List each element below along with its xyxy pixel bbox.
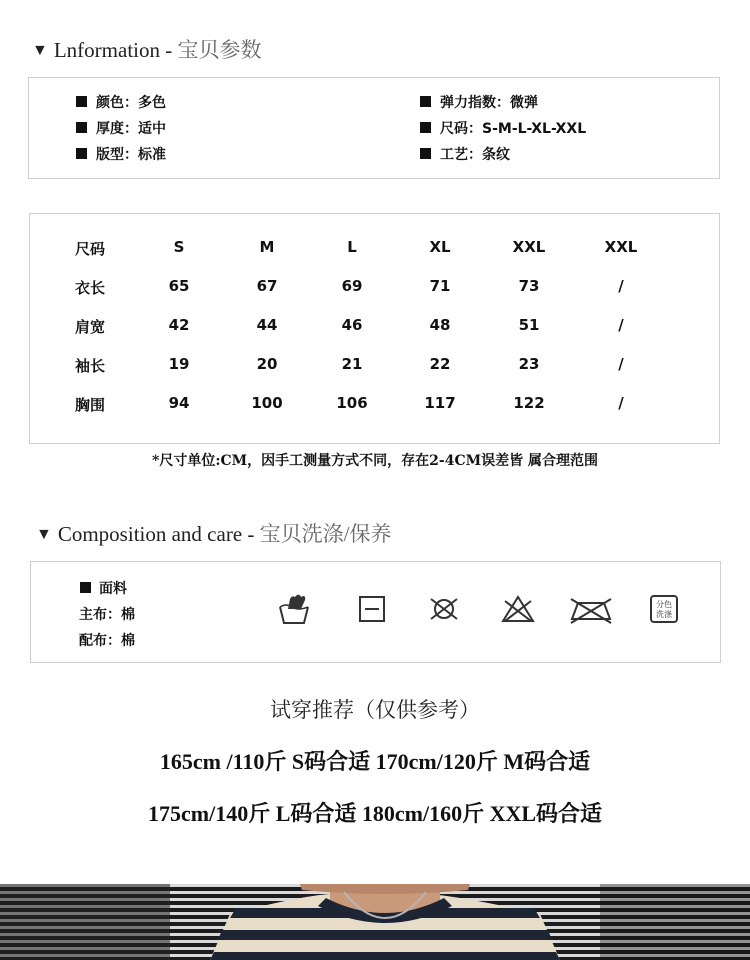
size-header-cell: XXL xyxy=(512,238,546,256)
size-cell: 67 xyxy=(256,277,278,295)
square-bullet-icon xyxy=(420,122,431,133)
model-photo-image xyxy=(0,884,750,960)
size-row-label: 肩宽 xyxy=(75,318,106,336)
info-color: 颜色：多色 xyxy=(76,92,166,112)
main-fabric: 主布：棉 xyxy=(79,607,135,623)
info-sizes: 尺码：S-M-L-XL-XXL xyxy=(420,118,586,138)
care-title xyxy=(36,518,391,548)
size-cell: 69 xyxy=(341,277,363,295)
no-dry-clean-icon xyxy=(426,593,462,625)
size-cell: 51 xyxy=(518,316,540,334)
care-title-cn: 宝贝洗涤/保养 xyxy=(259,522,392,546)
size-row-label: 衣长 xyxy=(75,279,106,297)
size-row-label: 袖长 xyxy=(75,357,106,375)
square-bullet-icon xyxy=(420,96,431,107)
info-elasticity: 弹力指数：微弹 xyxy=(420,92,538,112)
size-cell: 122 xyxy=(513,394,545,412)
hand-wash-icon xyxy=(276,593,312,625)
size-cell: 48 xyxy=(429,316,451,334)
fit-title: 试穿推荐（仅供参考） xyxy=(270,698,480,722)
square-bullet-icon xyxy=(420,148,431,159)
square-bullet-icon xyxy=(80,582,91,593)
information-title-cn: 宝贝参数 xyxy=(177,38,262,62)
size-cell: / xyxy=(618,394,624,412)
size-cell: 21 xyxy=(341,355,363,373)
no-iron-icon xyxy=(568,593,614,625)
fabric-label: 面料 xyxy=(80,578,127,598)
size-cell: 46 xyxy=(341,316,363,334)
size-header-cell: 尺码 xyxy=(75,240,106,258)
sub-fabric: 配布：棉 xyxy=(79,633,135,649)
size-cell: 20 xyxy=(256,355,278,373)
fit-line-1: 165cm /110斤 S码合适 170cm/120斤 M码合适 xyxy=(159,749,591,774)
triangle-down-icon: ▼ xyxy=(36,526,52,543)
size-cell: 71 xyxy=(429,277,451,295)
tumble-dry-icon xyxy=(354,593,390,625)
size-cell: / xyxy=(618,355,624,373)
care-title-en: Composition and care - xyxy=(57,522,260,546)
size-header-cell: XXL xyxy=(604,238,638,256)
size-cell: 117 xyxy=(424,394,456,412)
information-title xyxy=(32,34,261,64)
fit-line-2: 175cm/140斤 L码合适 180cm/160斤 XXL码合适 xyxy=(147,801,603,826)
info-craft: 工艺：条纹 xyxy=(420,144,510,164)
square-bullet-icon xyxy=(76,122,87,133)
size-row-label: 胸围 xyxy=(75,396,106,414)
size-header-cell: XL xyxy=(429,238,451,256)
size-cell: 22 xyxy=(429,355,451,373)
size-cell: 106 xyxy=(336,394,368,412)
square-bullet-icon xyxy=(76,96,87,107)
square-bullet-icon xyxy=(76,148,87,159)
wash-separately-icon: 分色洗涤 xyxy=(650,595,678,623)
info-fit-type: 版型：标准 xyxy=(76,144,166,164)
size-header-cell: L xyxy=(347,238,357,256)
size-header-cell: M xyxy=(259,238,275,256)
triangle-down-icon: ▼ xyxy=(32,42,48,59)
no-bleach-icon xyxy=(500,593,536,625)
model-photo xyxy=(0,884,750,960)
size-cell: 73 xyxy=(518,277,540,295)
size-cell: 19 xyxy=(168,355,190,373)
size-cell: 23 xyxy=(518,355,540,373)
size-header-cell: S xyxy=(173,238,185,256)
size-cell: / xyxy=(618,277,624,295)
information-title-en: Lnformation - xyxy=(53,38,178,62)
size-cell: 94 xyxy=(168,394,190,412)
size-cell: 100 xyxy=(251,394,283,412)
size-note: *尺寸单位:CM，因手工测量方式不同，存在2-4CM误差皆 属合理范围 xyxy=(152,453,598,469)
size-cell: 44 xyxy=(256,316,278,334)
size-cell: 42 xyxy=(168,316,190,334)
info-thickness: 厚度：适中 xyxy=(76,118,166,138)
size-cell: / xyxy=(618,316,624,334)
size-cell: 65 xyxy=(168,277,190,295)
